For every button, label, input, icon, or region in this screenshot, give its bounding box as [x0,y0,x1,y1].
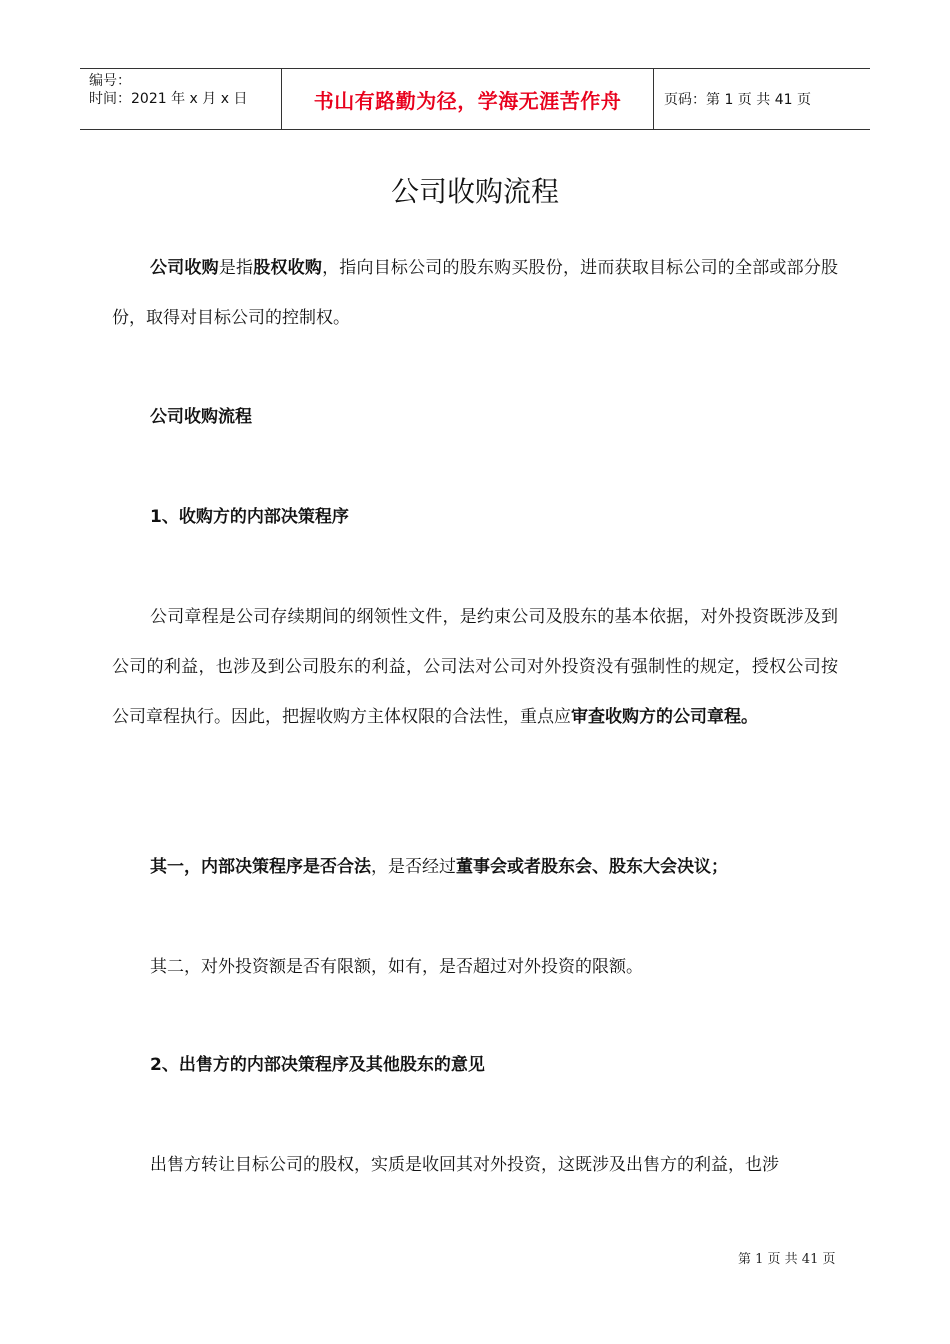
articles-emphasis: 审查收购方的公司章程。 [571,707,758,727]
first-point-text: ，是否经过 [371,857,456,877]
page-title: 公司收购流程 [390,175,559,208]
motto-text: 书山有路勤为径，学海无涯苦作舟 [313,88,622,113]
intro-text-2: ，指向目标公司的股东购买股份，进而获取目标公司的全部或部分股份，取得对目标公司的控制权。 [112,258,839,328]
seller-paragraph: 出售方转让目标公司的股权，实质是收回其对外投资，这既涉及出售方的利益，也涉 [150,1155,779,1175]
articles-text: 公司章程是公司存续期间的纲领性文件，是约束公司及股东的基本依据，对外投资既涉及到公司的利益，也涉及到公司股东的利益，公司法对公司对外投资没有强制性的规定，授权公司按公司章程执行。因此，把握收购方主体权限的合法性，重点应 [112,607,838,727]
intro-paragraph [112,243,838,343]
term-company-acquisition: 公司收购 [150,258,219,278]
section-heading-process: 公司收购流程 [150,407,252,427]
footer-page-number: 第 1 页 共 41 页 [738,1252,836,1267]
section-heading-2: 2、出售方的内部决策程序及其他股东的意见 [150,1055,485,1075]
section-heading-1: 1、收购方的内部决策程序 [150,507,349,527]
header-page-info: 页码：第 1 页 共 41 页 [664,92,811,108]
document-header [80,68,870,130]
header-motto-cell [282,69,654,129]
header-page-cell [654,69,870,129]
intro-text-1: 是指 [218,258,254,278]
time-label: 时间：2021 年 x 月 x 日 [89,91,248,107]
header-meta-cell [80,69,282,129]
first-point-lead: 其一，内部决策程序是否合法 [150,857,371,877]
second-point-paragraph: 其二，对外投资额是否有限额，如有，是否超过对外投资的限额。 [150,957,643,977]
first-point-paragraph [112,842,838,892]
term-equity-acquisition: 股权收购 [253,258,323,278]
first-point-emphasis: 董事会或者股东会、股东大会决议； [456,857,728,877]
number-label: 编号： [89,73,131,89]
articles-paragraph [112,592,838,742]
